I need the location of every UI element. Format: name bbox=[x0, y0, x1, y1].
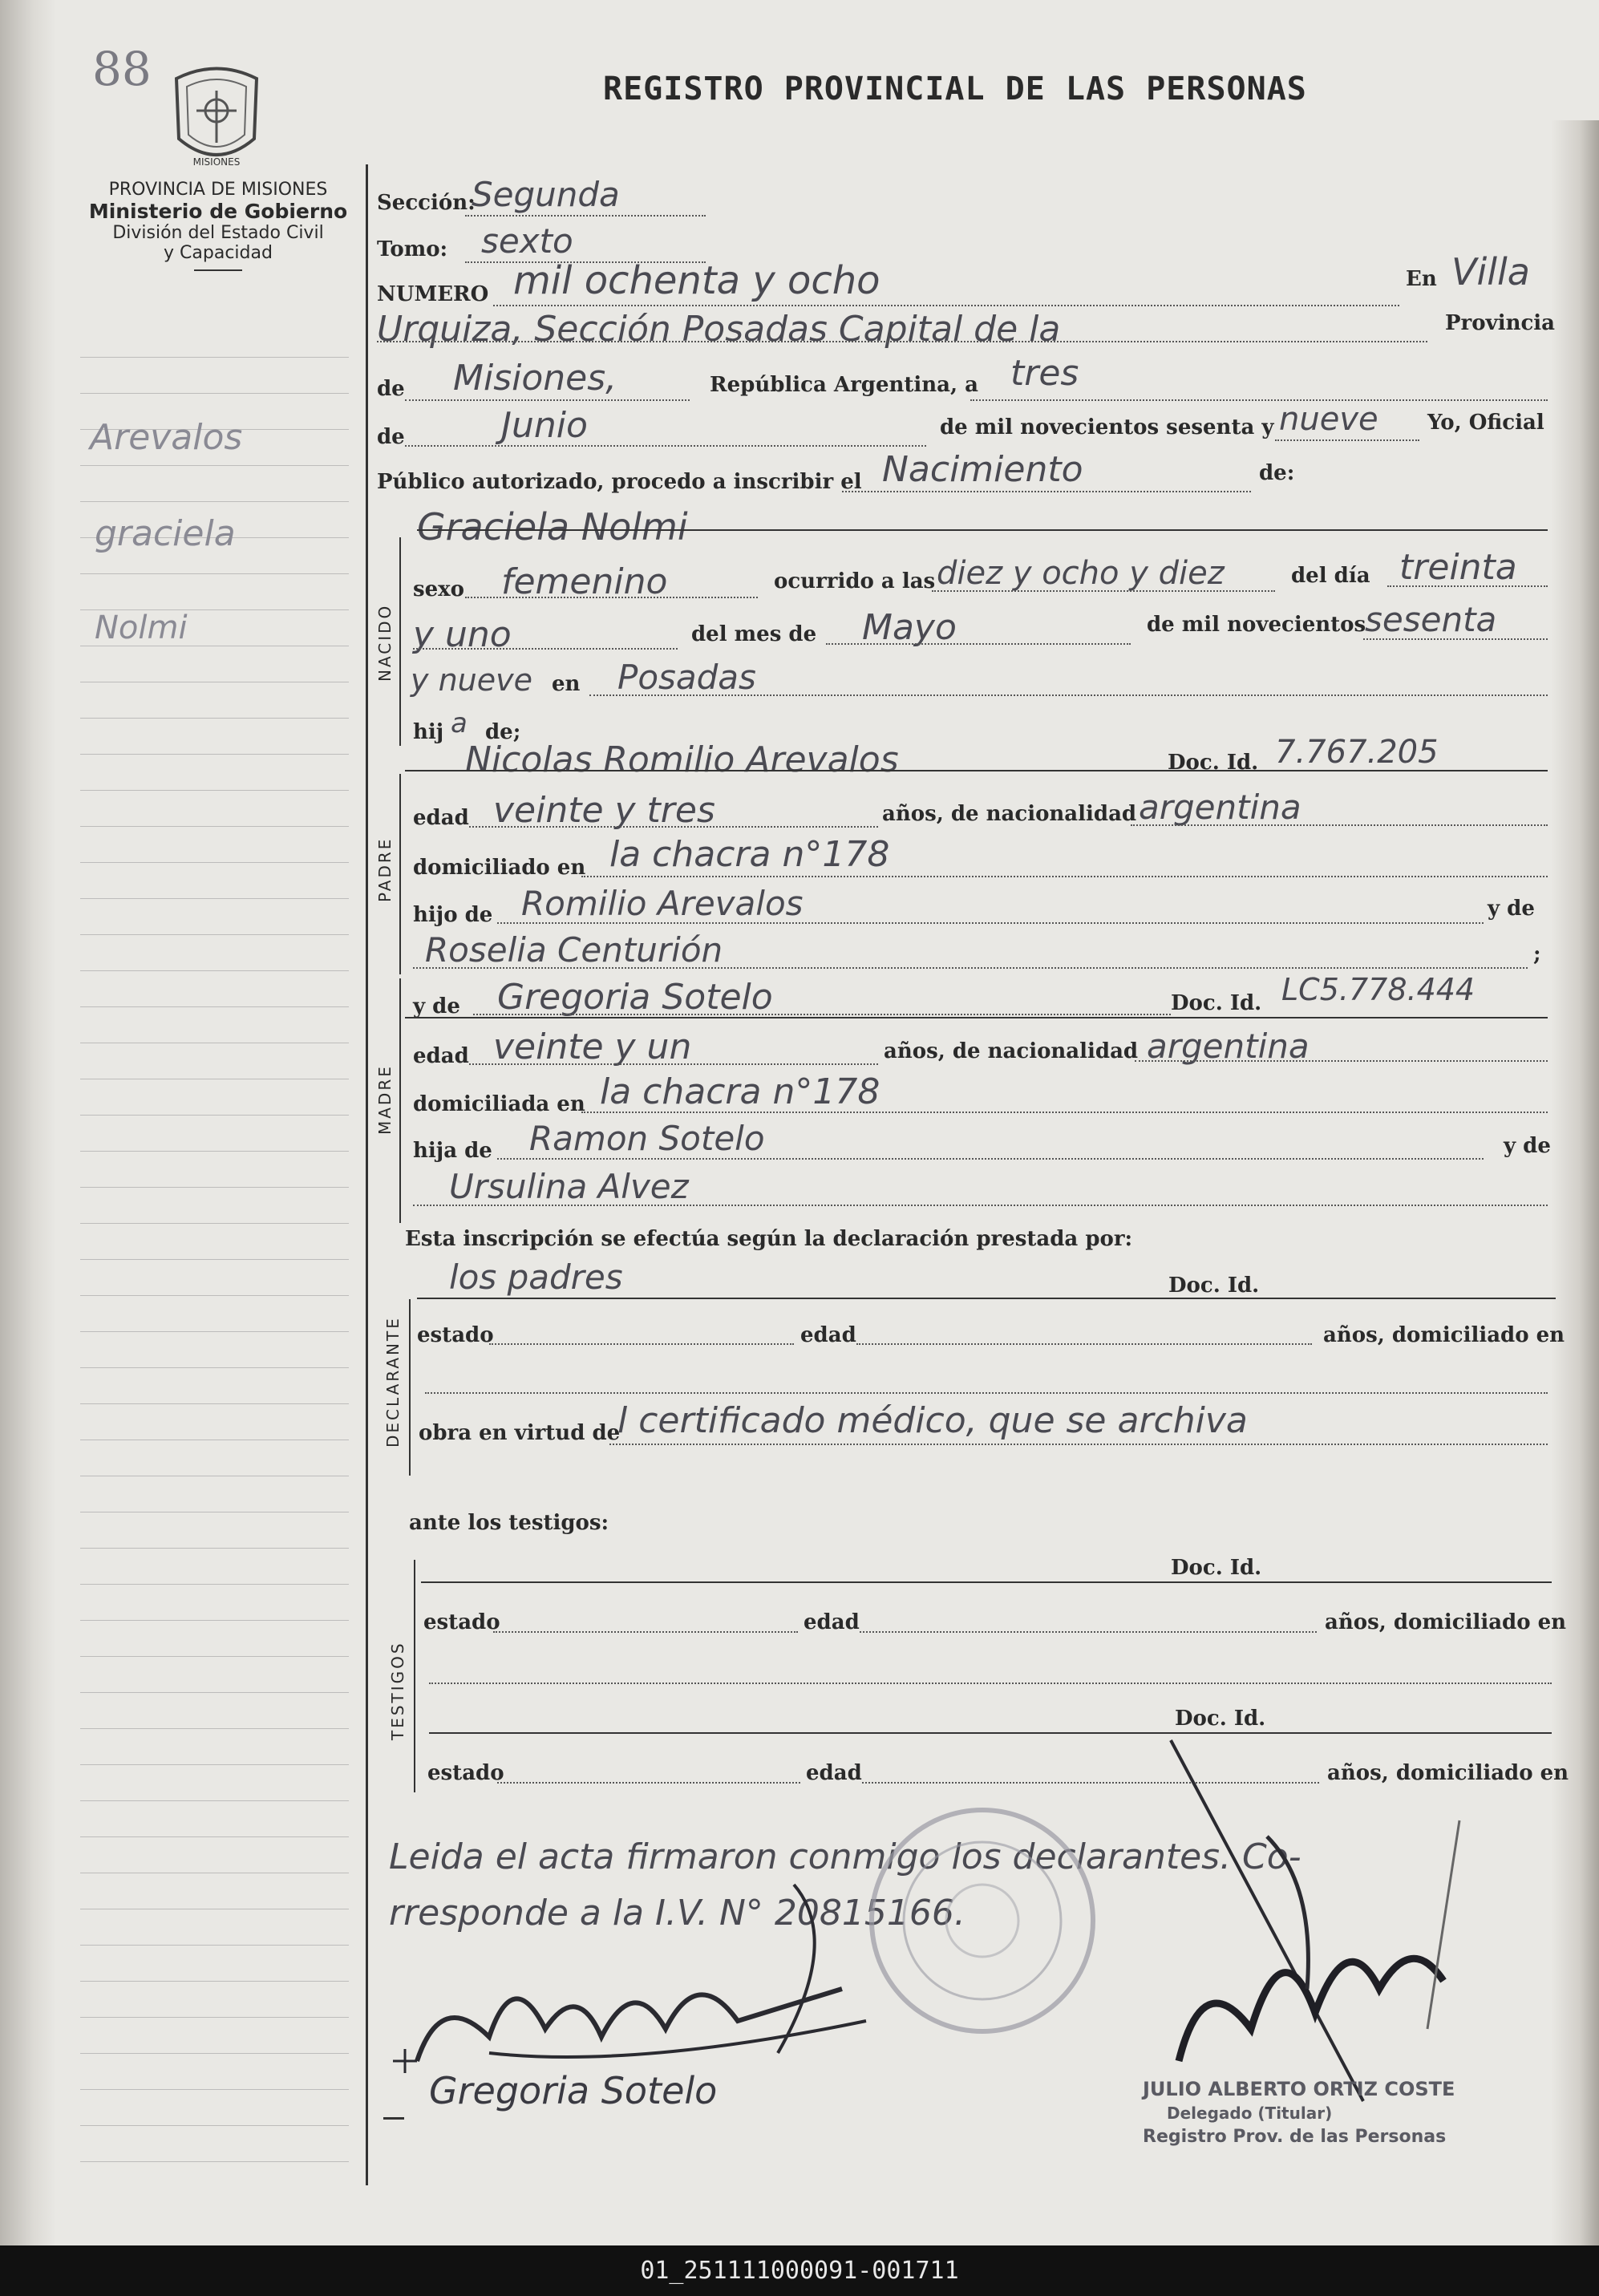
margin-rule bbox=[80, 2053, 349, 2054]
label-tomo: Tomo: bbox=[377, 237, 448, 261]
value-obra: l certificado médico, que se archiva bbox=[617, 1400, 1248, 1441]
label-testigo1-doc: Doc. Id. bbox=[1171, 1556, 1262, 1580]
bracket-declarante bbox=[409, 1299, 411, 1476]
margin-rule bbox=[80, 1331, 349, 1332]
label-testigo2-edad: edad bbox=[806, 1761, 862, 1785]
margin-rule bbox=[80, 1295, 349, 1296]
line-provincia bbox=[405, 399, 690, 401]
value-sexo: femenino bbox=[501, 561, 668, 602]
label-hij: hij bbox=[413, 720, 444, 744]
line-declarante-estado bbox=[489, 1343, 794, 1345]
line-dia2 bbox=[413, 648, 678, 650]
margin-rule bbox=[80, 970, 349, 971]
margin-rule bbox=[80, 1945, 349, 1946]
margin-rule bbox=[80, 1548, 349, 1549]
margin-rule bbox=[80, 1620, 349, 1621]
line-madre-edad bbox=[469, 1063, 878, 1065]
label-madre-edad: edad bbox=[413, 1044, 469, 1068]
label-madre-doc: Doc. Id. bbox=[1171, 991, 1262, 1015]
value-madre-edad: veinte y un bbox=[493, 1027, 692, 1067]
margin-firstname: graciela bbox=[95, 513, 236, 554]
margin-rule bbox=[80, 1836, 349, 1837]
label-del-dia: del día bbox=[1291, 564, 1370, 588]
value-anio: sesenta bbox=[1365, 600, 1497, 639]
authority-line3: División del Estado Civil bbox=[112, 223, 324, 243]
label-publico: Público autorizado, procedo a inscribir el bbox=[377, 470, 862, 494]
line-madre-padre bbox=[497, 1158, 1484, 1160]
value-padre-dom: la chacra n°178 bbox=[609, 834, 890, 875]
margin-rule bbox=[80, 826, 349, 827]
label-de-semi: de; bbox=[485, 720, 521, 744]
value-anio2: y nueve bbox=[411, 662, 532, 698]
margin-rule bbox=[80, 357, 349, 358]
value-tomo: sexto bbox=[481, 221, 573, 261]
line-madre-nombre bbox=[473, 1014, 1171, 1015]
note-line1: Leida el acta firmaron conmigo los declarantes. Co- bbox=[389, 1836, 1301, 1877]
line-madre-dom bbox=[581, 1112, 1548, 1113]
label-seccion: Sección: bbox=[377, 191, 476, 215]
margin-rule bbox=[80, 1728, 349, 1729]
mother-signature-mark bbox=[383, 2117, 404, 2120]
authority-line2: Ministerio de Gobierno bbox=[88, 200, 348, 223]
label-republica: República Argentina, a bbox=[710, 373, 978, 397]
issuing-authority bbox=[74, 180, 362, 271]
line-lugar bbox=[377, 341, 1427, 342]
bracket-testigos bbox=[414, 1560, 415, 1792]
value-dia: treinta bbox=[1399, 547, 1517, 588]
label-padre-nac: años, de nacionalidad bbox=[882, 802, 1137, 826]
label-semicolon: ; bbox=[1533, 942, 1541, 966]
officer-stamp bbox=[1143, 2077, 1455, 2149]
margin-rule bbox=[80, 1800, 349, 1801]
line-testigo1-estado bbox=[493, 1631, 798, 1633]
misiones-crest-icon bbox=[164, 63, 269, 175]
label-testigo1-edad: edad bbox=[804, 1610, 860, 1634]
line-dia bbox=[1387, 585, 1548, 587]
mother-signature: Gregoria Sotelo bbox=[429, 2069, 718, 2112]
margin-rule bbox=[80, 1151, 349, 1152]
line-padre-padre bbox=[497, 922, 1484, 924]
label-numero: NUMERO bbox=[377, 282, 489, 306]
line-sexo bbox=[465, 597, 758, 598]
side-label-madre: MADRE bbox=[375, 1064, 395, 1135]
value-hij-suffix: a bbox=[451, 707, 468, 739]
label-en-lugar: en bbox=[552, 672, 581, 696]
margin-rule bbox=[80, 465, 349, 466]
label-de-mil: de mil novecientos sesenta y bbox=[940, 415, 1274, 439]
line-anio-texto bbox=[1275, 439, 1419, 441]
value-madre-padre: Ramon Sotelo bbox=[529, 1119, 765, 1158]
value-mes-texto: Junio bbox=[501, 405, 588, 446]
line-padre-nombre bbox=[405, 770, 1548, 771]
line-declarante-edad bbox=[856, 1343, 1312, 1345]
value-padre-madre: Roselia Centurión bbox=[425, 930, 723, 970]
label-de-mes: de bbox=[377, 425, 405, 449]
label-de-colon: de: bbox=[1259, 461, 1295, 485]
margin-rule bbox=[80, 1403, 349, 1404]
line-madre-header bbox=[405, 1017, 1548, 1018]
label-madre-yde: y de bbox=[1504, 1134, 1551, 1158]
main-vertical-border bbox=[366, 164, 368, 2185]
line-seccion bbox=[465, 215, 706, 217]
line-numero bbox=[493, 305, 1399, 306]
value-madre-doc: LC5.778.444 bbox=[1281, 972, 1476, 1007]
line-lugar-nac bbox=[589, 694, 1548, 696]
label-testigo2-doc: Doc. Id. bbox=[1175, 1707, 1266, 1731]
margin-rule bbox=[80, 573, 349, 574]
label-obra: obra en virtud de bbox=[419, 1421, 621, 1445]
value-mes: Mayo bbox=[862, 607, 957, 648]
margin-rule bbox=[80, 1656, 349, 1657]
label-declarante-estado: estado bbox=[417, 1323, 494, 1347]
margin-rule bbox=[80, 1259, 349, 1260]
stamp-line3: Registro Prov. de las Personas bbox=[1143, 2127, 1447, 2147]
value-numero: mil ochenta y ocho bbox=[513, 258, 880, 303]
value-anio-texto: nueve bbox=[1279, 401, 1378, 438]
image-footer-id: 01_251111000091-001711 bbox=[0, 2245, 1599, 2296]
value-madre-nombre: Gregoria Sotelo bbox=[497, 977, 773, 1018]
label-madre-start: y de bbox=[413, 994, 460, 1018]
value-madre-nac: argentina bbox=[1147, 1027, 1310, 1066]
margin-rule bbox=[80, 1115, 349, 1116]
margin-rule bbox=[80, 718, 349, 719]
margin-rule bbox=[80, 1187, 349, 1188]
label-yo-oficial: Yo, Oficial bbox=[1427, 411, 1544, 435]
value-nombre: Graciela Nolmi bbox=[417, 505, 688, 549]
line-mes bbox=[826, 643, 1131, 645]
label-padre-doc: Doc. Id. bbox=[1168, 751, 1259, 775]
label-de-mil-nov: de mil novecientos bbox=[1147, 613, 1366, 637]
margin-rule bbox=[80, 501, 349, 502]
margin-rule bbox=[80, 754, 349, 755]
value-padre-edad: veinte y tres bbox=[493, 790, 715, 831]
margin-secondname: Nolmi bbox=[95, 609, 188, 646]
label-padre-hijo: hijo de bbox=[413, 903, 493, 927]
svg-text:MISIONES: MISIONES bbox=[192, 156, 241, 168]
label-padre-edad: edad bbox=[413, 806, 469, 830]
bracket-madre bbox=[399, 978, 401, 1223]
line-padre-nac bbox=[1131, 824, 1548, 826]
margin-rule bbox=[80, 790, 349, 791]
value-madre-madre: Ursulina Alvez bbox=[449, 1167, 689, 1206]
label-provincia: Provincia bbox=[1445, 311, 1556, 335]
line-testigo1 bbox=[421, 1581, 1552, 1583]
label-declarante-edad: edad bbox=[800, 1323, 856, 1347]
label-del-mes: del mes de bbox=[691, 622, 817, 646]
stamp-line1: JULIO ALBERTO ORTIZ COSTE bbox=[1143, 2078, 1455, 2100]
label-testigo1-estado: estado bbox=[423, 1610, 500, 1634]
margin-rule bbox=[80, 2161, 349, 2162]
label-ante-testigos: ante los testigos: bbox=[409, 1511, 609, 1535]
value-declarante: los padres bbox=[449, 1257, 623, 1297]
side-label-declarante: DECLARANTE bbox=[383, 1316, 403, 1448]
authority-line4: y Capacidad bbox=[164, 243, 273, 263]
line-dia-texto bbox=[970, 399, 1548, 401]
value-padre-nac: argentina bbox=[1139, 788, 1301, 827]
margin-rule bbox=[80, 2125, 349, 2126]
value-padre-nombre: Nicolas Romilio Arevalos bbox=[465, 739, 899, 780]
label-madre-dom: domiciliada en bbox=[413, 1092, 585, 1116]
value-hora: diez y ocho y diez bbox=[937, 555, 1225, 592]
line-padre-dom bbox=[581, 876, 1548, 877]
line-nombre bbox=[417, 529, 1548, 531]
bracket-padre bbox=[399, 774, 401, 974]
margin-rule bbox=[80, 934, 349, 935]
margin-rule bbox=[80, 1981, 349, 1982]
label-ocurrido: ocurrido a las bbox=[774, 569, 936, 593]
stamp-line2: Delegado (Titular) bbox=[1167, 2104, 1333, 2123]
label-testigo2-estado: estado bbox=[427, 1761, 504, 1785]
label-esta-inscripcion: Esta inscripción se efectúa según la declaración prestada por: bbox=[405, 1227, 1133, 1251]
side-label-padre: PADRE bbox=[375, 836, 395, 902]
line-testigo1-dom bbox=[429, 1683, 1552, 1684]
note-line2: rresponde a la I.V. N° 20815166. bbox=[389, 1893, 965, 1934]
value-lugar: Urquiza, Sección Posadas Capital de la bbox=[377, 309, 1061, 350]
line-declarante-dom bbox=[425, 1392, 1548, 1394]
line-declarante bbox=[417, 1298, 1556, 1299]
value-lugar-nac: Posadas bbox=[617, 658, 756, 697]
label-madre-nac: años, de nacionalidad bbox=[884, 1039, 1139, 1063]
margin-surname: Arevalos bbox=[90, 417, 243, 458]
page-number: 88 bbox=[92, 42, 152, 96]
line-madre-madre bbox=[413, 1205, 1548, 1206]
line-anio bbox=[1363, 638, 1548, 640]
page-right-edge bbox=[1551, 120, 1599, 2245]
value-dia-texto: tres bbox=[1010, 353, 1079, 394]
line-padre-edad bbox=[469, 826, 878, 828]
line-mes-texto bbox=[405, 445, 926, 447]
margin-rule bbox=[80, 1692, 349, 1693]
value-padre-doc: 7.767.205 bbox=[1275, 734, 1439, 771]
line-padre-madre bbox=[413, 967, 1528, 969]
authority-line1: PROVINCIA DE MISIONES bbox=[108, 180, 328, 200]
label-de-provincia: de bbox=[377, 377, 405, 401]
line-testigo2-estado bbox=[497, 1782, 800, 1784]
label-testigo1-anos: años, domiciliado en bbox=[1325, 1610, 1567, 1634]
value-acto: Nacimiento bbox=[882, 449, 1083, 490]
margin-rule bbox=[80, 2017, 349, 2018]
margin-rule bbox=[80, 1367, 349, 1368]
bracket-nacido bbox=[399, 537, 401, 746]
label-padre-dom: domiciliado en bbox=[413, 856, 586, 880]
line-hora bbox=[932, 590, 1275, 592]
value-provincia: Misiones, bbox=[453, 358, 617, 399]
line-testigo1-edad bbox=[860, 1631, 1317, 1633]
label-declarante-anos: años, domiciliado en bbox=[1323, 1323, 1565, 1347]
value-en-lugar: Villa bbox=[1451, 250, 1530, 294]
margin-rule bbox=[80, 1006, 349, 1007]
side-label-nacido: NACIDO bbox=[375, 603, 395, 682]
label-padre-yde: y de bbox=[1488, 897, 1535, 921]
label-testigo2-anos: años, domiciliado en bbox=[1327, 1761, 1569, 1785]
document-title: REGISTRO PROVINCIAL DE LAS PERSONAS bbox=[603, 71, 1307, 107]
page-binding-edge bbox=[0, 0, 56, 2245]
margin-rule bbox=[80, 1223, 349, 1224]
line-acto bbox=[842, 491, 1251, 492]
margin-rule bbox=[80, 2089, 349, 2090]
margin-rule bbox=[80, 393, 349, 394]
line-madre-nac bbox=[1135, 1060, 1548, 1062]
value-padre-padre: Romilio Arevalos bbox=[521, 884, 804, 923]
officer-signature-icon bbox=[1155, 1724, 1492, 2109]
margin-rule bbox=[80, 898, 349, 899]
margin-rule bbox=[80, 862, 349, 863]
value-madre-dom: la chacra n°178 bbox=[600, 1071, 880, 1112]
margin-rule bbox=[80, 1764, 349, 1765]
label-sexo: sexo bbox=[413, 577, 465, 601]
margin-rule bbox=[80, 1584, 349, 1585]
line-obra bbox=[609, 1444, 1548, 1445]
label-madre-hija: hija de bbox=[413, 1139, 492, 1163]
value-dia2: y uno bbox=[413, 614, 512, 655]
value-seccion: Segunda bbox=[472, 175, 620, 214]
label-declarante-doc: Doc. Id. bbox=[1168, 1274, 1260, 1298]
label-en: En bbox=[1406, 267, 1437, 291]
side-label-testigos: TESTIGOS bbox=[388, 1641, 407, 1740]
